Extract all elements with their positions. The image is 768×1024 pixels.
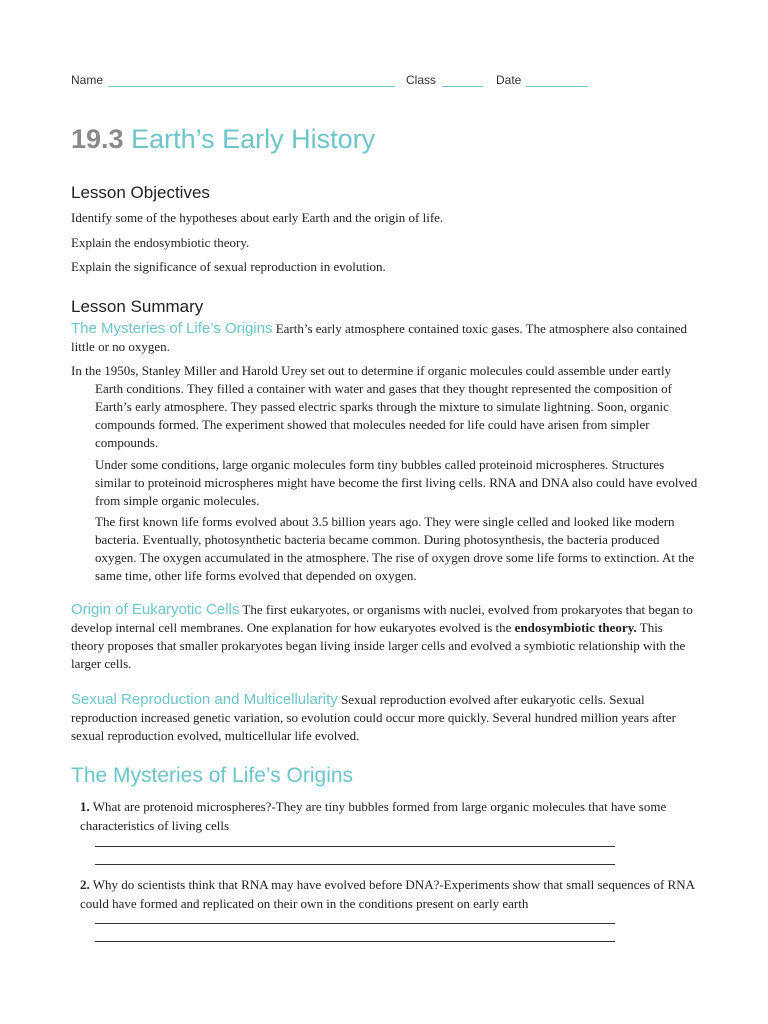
sexual-reproduction-summary: [71, 691, 696, 745]
objective-item: Explain the significance of sexual reproduction in evolution.: [71, 259, 386, 274]
sexual-reproduction-text: Sexual reproduction evolved after eukaryotic cells. Sexual reproduction increased genetic variation, so evolution could occur more quickly. Several hundred million years after sexual reproduction evolved, multicellular life evolved.: [71, 692, 676, 743]
question-2: [80, 875, 700, 913]
answer-line[interactable]: [95, 864, 615, 865]
answer-line[interactable]: [95, 941, 615, 942]
microspheres-paragraph: Under some conditions, large organic molecules form tiny bubbles called proteinoid microspheres. Structures similar to proteinoid microspheres might have become the first living cells. RNA and DNA also could have evolved from simple organic molecules.: [95, 457, 698, 508]
objective-item: Identify some of the hypotheses about early Earth and the origin of life.: [71, 210, 444, 225]
date-label: Date: [496, 73, 522, 87]
question-1: [80, 797, 700, 835]
mysteries-subheading: The Mysteries of Life’s Origins: [71, 320, 273, 337]
summary-heading: Lesson Summary: [71, 297, 204, 316]
eukaryotic-text-after: This theory proposes that smaller prokaryotes began living inside larger cells and evolved a symbiotic relationship with the larger cells.: [71, 620, 686, 671]
answer-line[interactable]: [95, 846, 615, 847]
eukaryotic-text-before: The first eukaryotes, or organisms with nuclei, evolved from prokaryotes that began to develop internal cell membranes. One explanation for how eukaryotes evolved is the: [71, 602, 693, 635]
question-number: 1.: [80, 799, 90, 814]
mysteries-intro: Earth’s early atmosphere contained toxic gases. The atmosphere also contained little or no oxygen.: [71, 321, 688, 354]
eukaryotic-summary: [71, 601, 696, 673]
objectives-heading: Lesson Objectives: [71, 183, 210, 202]
question-number: 2.: [80, 877, 90, 892]
objective-item: Explain the endosymbiotic theory.: [71, 235, 250, 250]
answer-line[interactable]: [95, 923, 615, 924]
endosymbiotic-term: endosymbiotic theory.: [514, 620, 637, 635]
mysteries-summary: [71, 320, 696, 356]
student-info-header: [71, 73, 601, 91]
page-title: [71, 124, 375, 155]
name-line: [108, 86, 395, 87]
eukaryotic-subheading: Origin of Eukaryotic Cells: [71, 601, 240, 618]
sexual-reproduction-subheading: Sexual Reproduction and Multicellularity: [71, 691, 338, 708]
class-line: [442, 86, 483, 87]
miller-urey-paragraph: In the 1950s, Stanley Miller and Harold Urey set out to determine if organic molecules could assemble under eartly Earth conditions. They filled a container with water and gases that they thought represented the composition of Earth’s early atmosphere. They passed electric sparks through the mixture to simulate lightning. Soon, organic compounds formed. The experiment showed that molecules needed for life could have arisen from simpler compounds.: [71, 363, 673, 450]
question-text: What are protenoid microspheres?-They are tiny bubbles formed from large organic molecules that have some characteristics of living cells: [80, 799, 667, 833]
section-heading: The Mysteries of Life’s Origins: [71, 764, 354, 787]
first-life-paragraph: The first known life forms evolved about 3.5 billion years ago. They were single celled and looked like modern bacteria. Eventually, photosynthetic bacteria became common. During photosynthesis, the bacteria produced oxygen. The oxygen accumulated in the atmosphere. The rise of oxygen drove some life forms to extinction. At the same time, other life forms evolved that depended on oxygen.: [95, 514, 695, 583]
lesson-title: Earth’s Early History: [131, 124, 376, 154]
date-line: [526, 86, 588, 87]
name-label: Name: [71, 73, 104, 87]
question-text: Why do scientists think that RNA may have evolved before DNA?-Experiments show that small sequences of RNA could have formed and replicated on their own in the conditions present on early earth: [80, 877, 695, 911]
lesson-number: 19.3: [71, 124, 124, 154]
class-label: Class: [406, 73, 437, 87]
